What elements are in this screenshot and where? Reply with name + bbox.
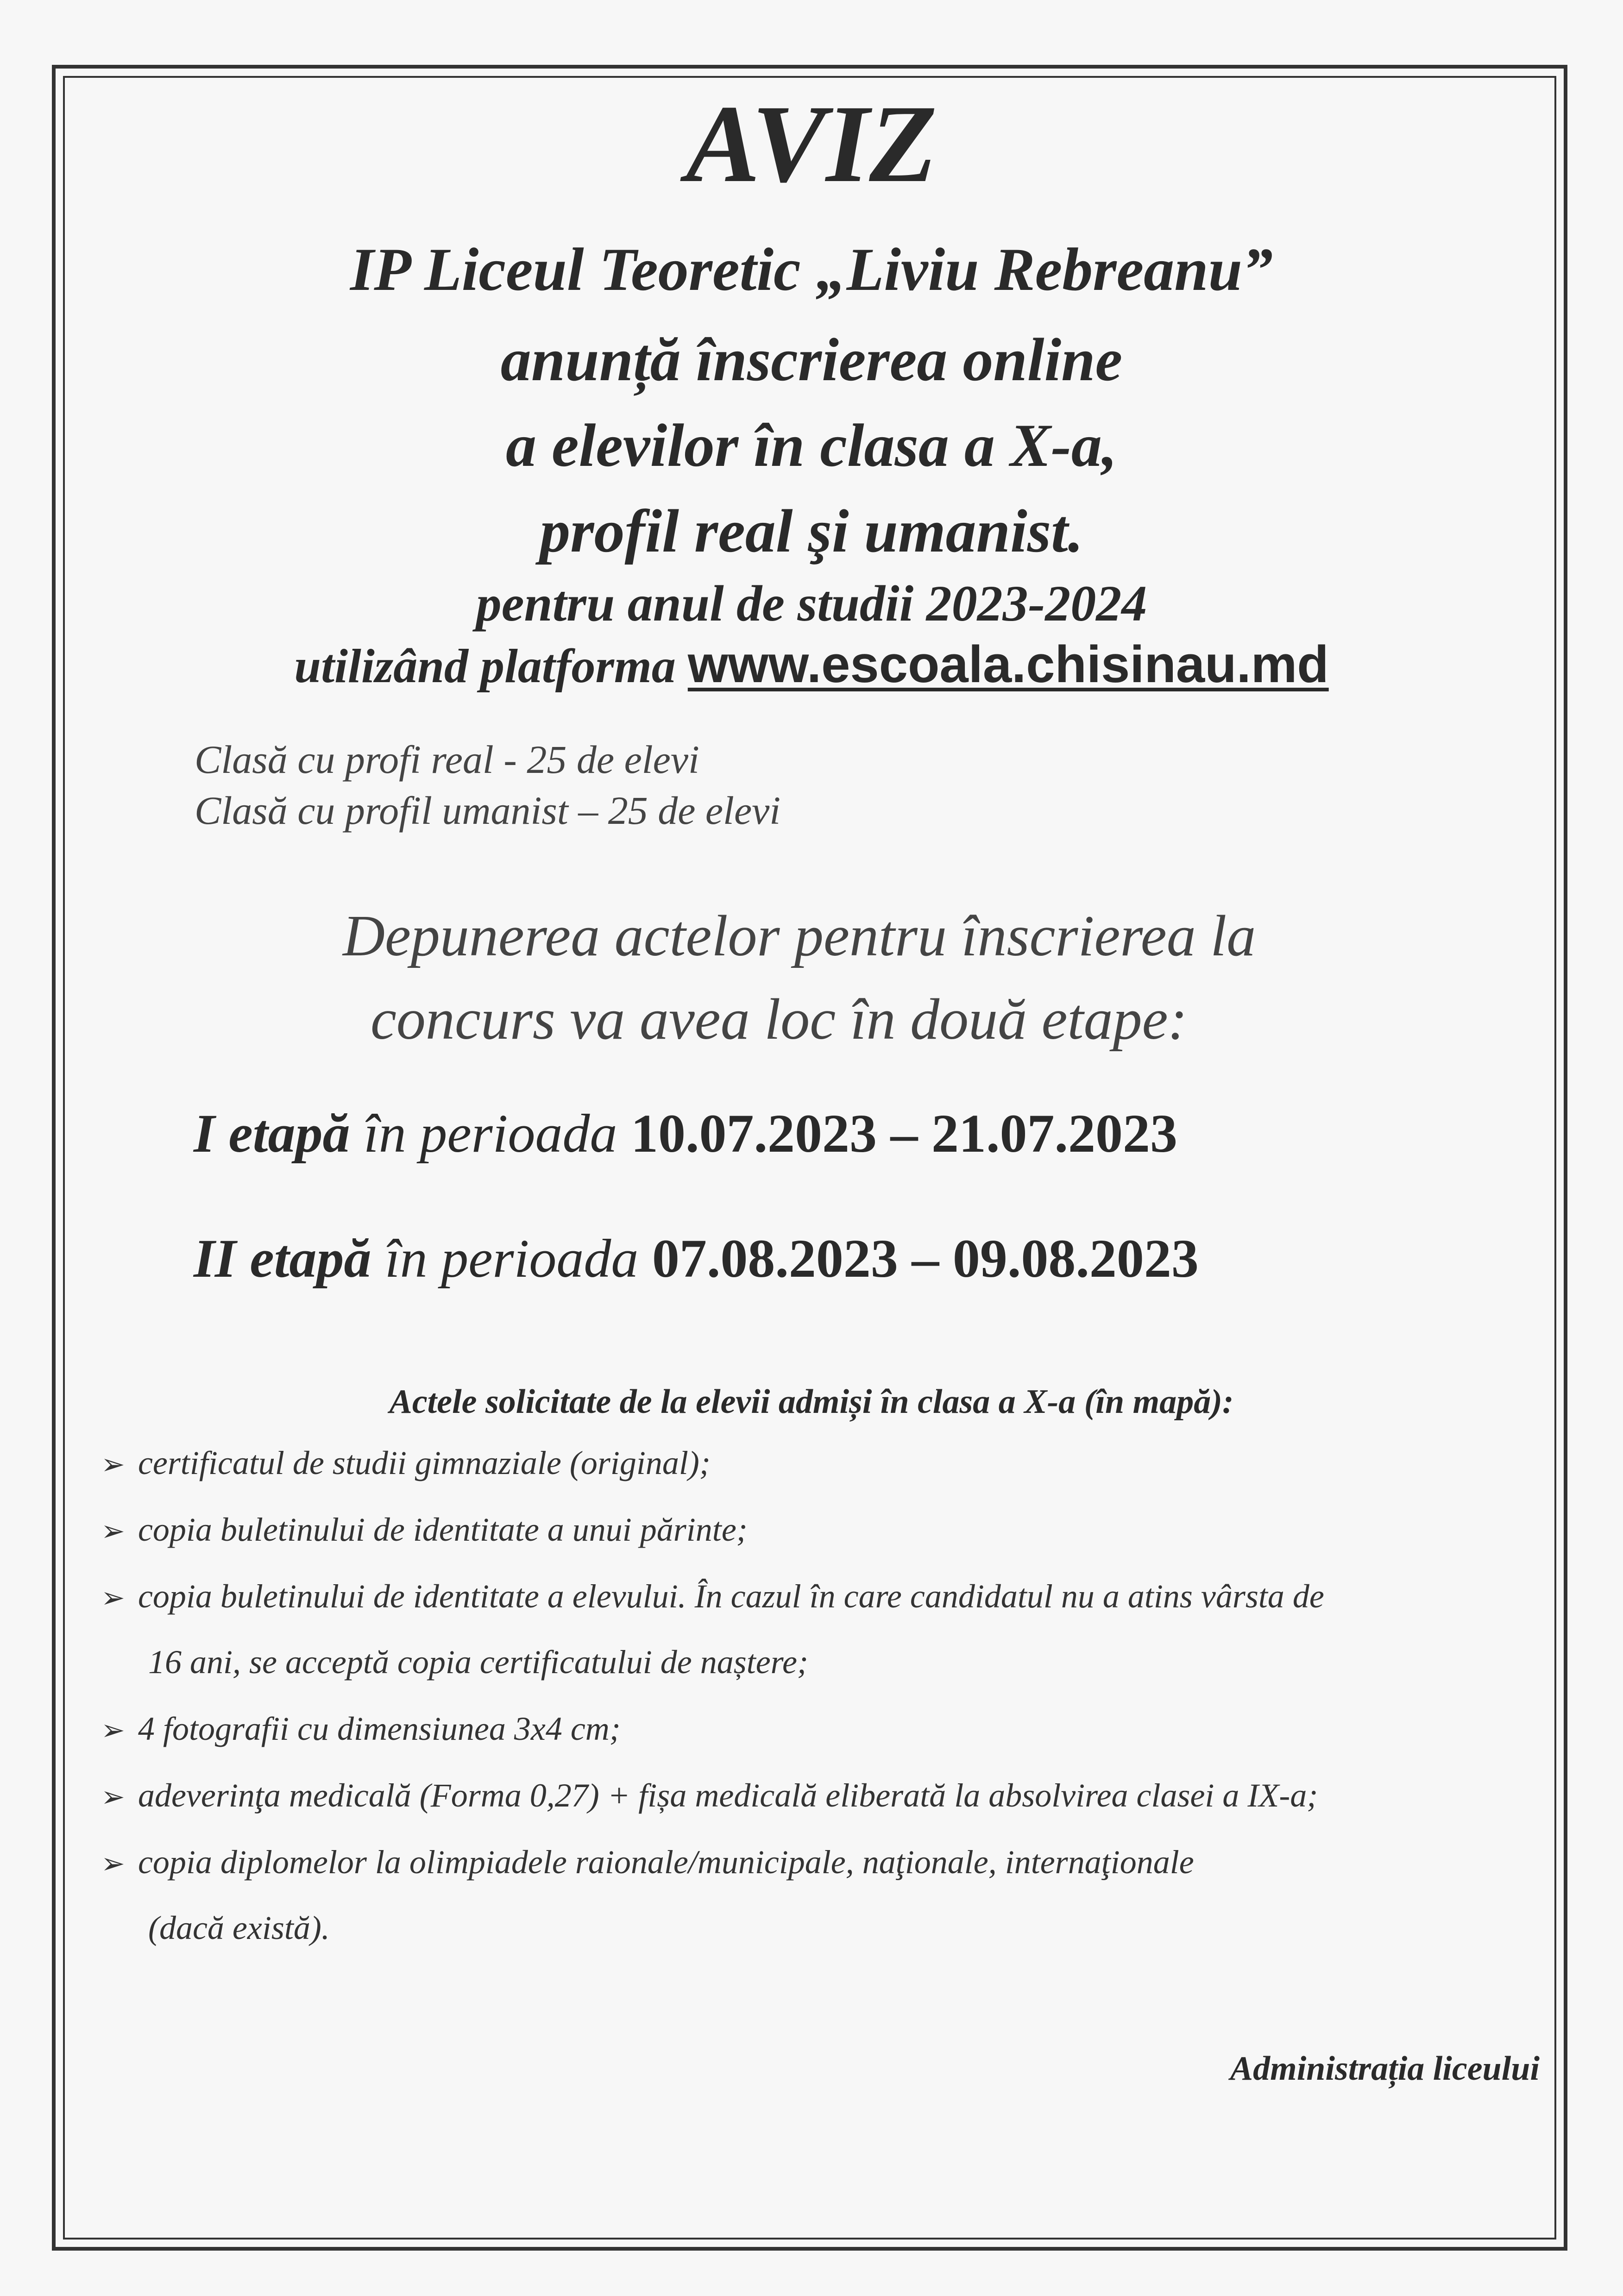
documents-heading: Actele solicitate de la elevii admiși în clasa a X-a (în mapă): [389, 1383, 1234, 1421]
signature: Administrația liceului [1230, 2050, 1540, 2088]
arrow-bullet-icon: ➢ [101, 1782, 125, 1813]
stage-dates: 07.08.2023 – 09.08.2023 [652, 1228, 1199, 1289]
academic-year-line: pentru anul de studii 2023-2024 [476, 575, 1147, 632]
stage-period-text: în perioada [350, 1103, 631, 1164]
list-item: ➢ adeverinţa medicală (Forma 0,27) + fișa medicală eliberată la absolvirea clasei a IX-a; [101, 1777, 1318, 1814]
announcement-line-3: profil real şi umanist. [540, 497, 1083, 565]
stage-label: I etapă [194, 1103, 350, 1164]
arrow-bullet-icon: ➢ [101, 1715, 125, 1746]
announcement-line-2: a elevilor în clasa a X-a, [506, 411, 1117, 479]
list-item-continuation: 16 ani, se acceptă copia certificatului de naștere; [148, 1644, 808, 1681]
list-item: ➢ copia buletinului de identitate a elevului. În cazul în care candidatul nu a atins vârsta de [101, 1578, 1324, 1615]
announcement-line-1: anunță înscrierea online [500, 326, 1123, 394]
platform-url-link[interactable]: www.escoala.chisinau.md [687, 635, 1329, 693]
list-item-continuation: (dacă există). [148, 1909, 330, 1946]
list-item: ➢ certificatul de studii gimnaziale (original); [101, 1444, 711, 1481]
stage-label: II etapă [194, 1228, 371, 1289]
deposit-text-line-1: Depunerea actelor pentru înscrierea la [343, 904, 1256, 968]
page-title: AVIZ [686, 82, 937, 205]
stage-1 [194, 1102, 1177, 1165]
arrow-bullet-icon: ➢ [101, 1848, 125, 1880]
arrow-bullet-icon: ➢ [101, 1582, 125, 1614]
list-item: ➢ 4 fotografii cu dimensiunea 3x4 cm; [101, 1710, 621, 1747]
class-humanist-capacity: Clasă cu profil umanist – 25 de elevi [195, 788, 781, 833]
platform-line [0, 634, 1623, 694]
platform-prefix: utilizând platforma [294, 640, 676, 693]
arrow-bullet-icon: ➢ [101, 1516, 125, 1547]
class-real-capacity: Clasă cu profi real - 25 de elevi [195, 737, 699, 782]
stage-dates: 10.07.2023 – 21.07.2023 [630, 1103, 1177, 1164]
arrow-bullet-icon: ➢ [101, 1449, 125, 1480]
school-name: IP Liceul Teoretic „Liviu Rebreanu” [350, 235, 1273, 303]
list-item: ➢ copia buletinului de identitate a unui părinte; [101, 1511, 748, 1548]
deposit-text-line-2: concurs va avea loc în două etape: [371, 987, 1188, 1052]
stage-2 [194, 1227, 1199, 1290]
stage-period-text: în perioada [371, 1228, 652, 1289]
list-item: ➢ copia diplomelor la olimpiadele raionale/municipale, naţionale, internaţionale [101, 1844, 1194, 1881]
